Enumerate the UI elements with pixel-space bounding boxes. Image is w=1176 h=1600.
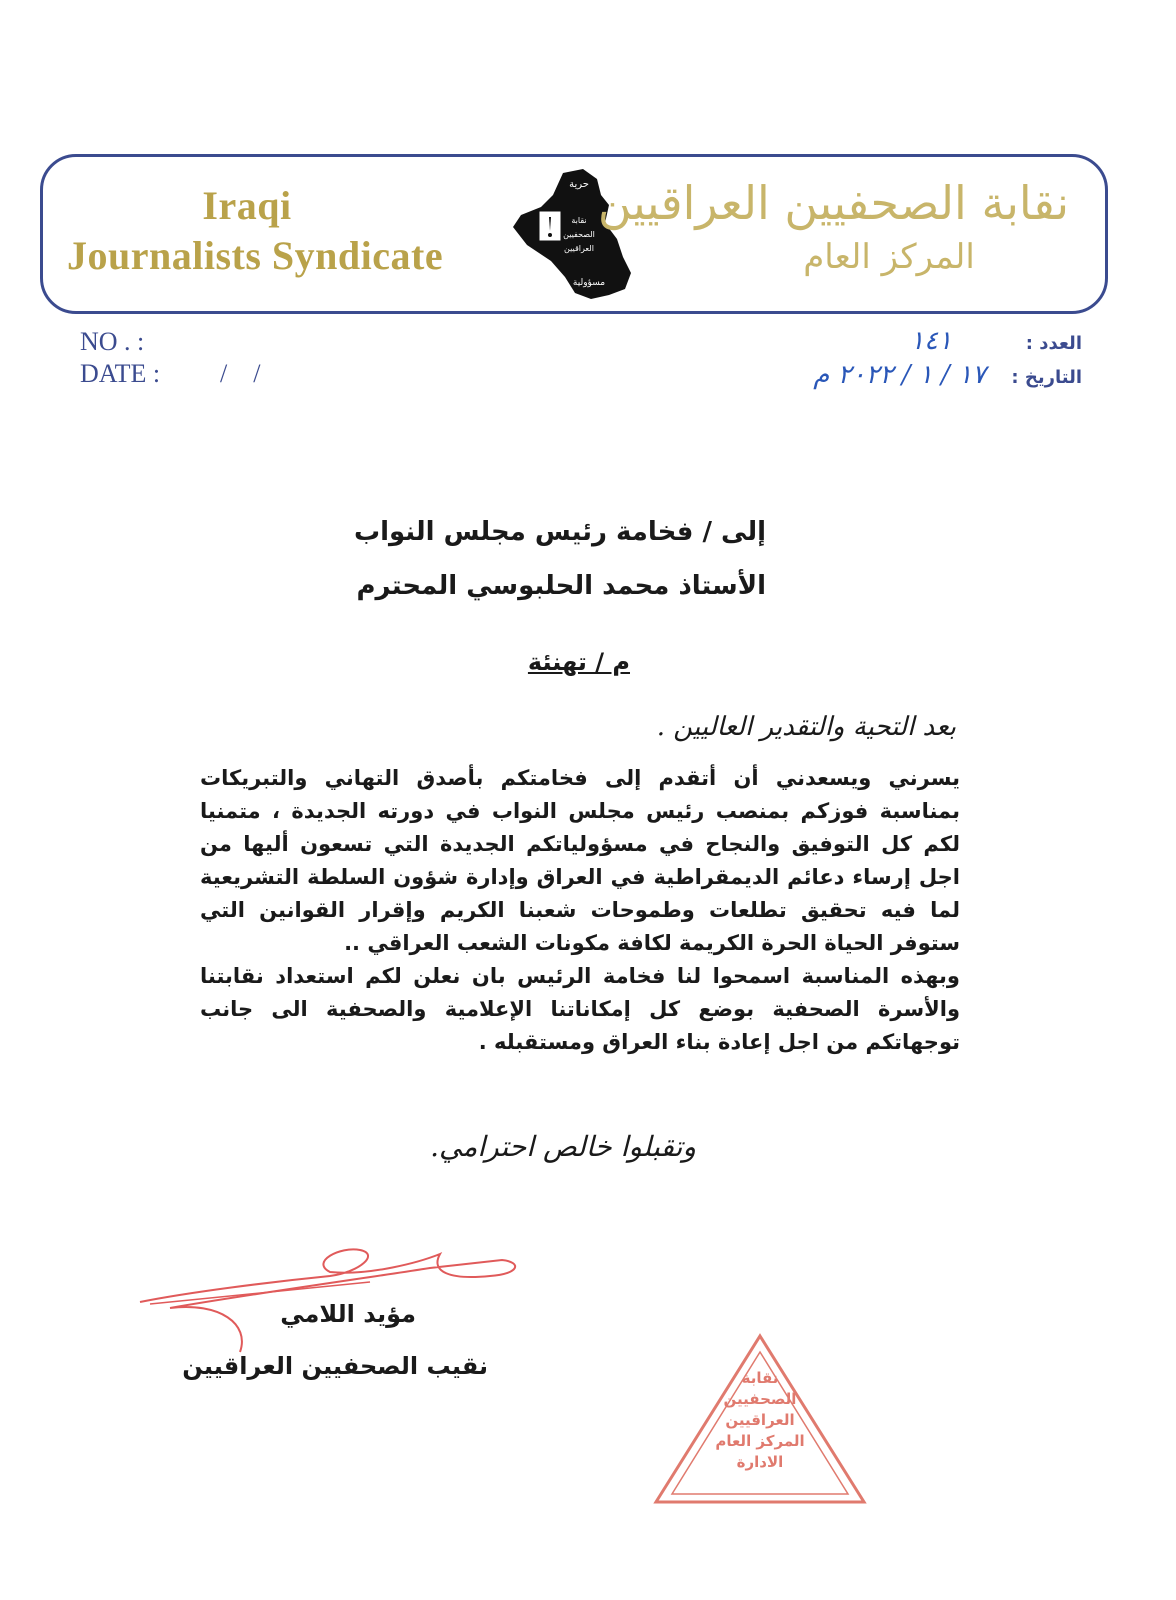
signer-name: مؤيد اللامي: [280, 1300, 416, 1328]
addressee-line2: الأستاذ محمد الحلبوسي المحترم: [356, 571, 766, 601]
letterhead: [40, 154, 1108, 314]
logo-text-syndicate: نقابة: [571, 216, 587, 225]
stamp-line-3: العراقيين: [725, 1411, 795, 1429]
number-label-ar: العدد :: [1025, 333, 1082, 354]
date-label-ar: التاريخ :: [1011, 367, 1082, 388]
closing-line: وتقبلوا خالص احترامي.: [430, 1130, 696, 1163]
no-label: NO . :: [80, 327, 145, 356]
addressee-line1: إلى / فخامة رئيس مجلس النواب: [353, 517, 766, 547]
logo-text-journalists: الصحفيين: [563, 230, 595, 239]
addressee: [354, 505, 766, 613]
stamp-text: [700, 1368, 820, 1473]
english-name-line2: Journalists Syndicate: [67, 233, 444, 278]
greeting: بعد التحية والتقدير العاليين .: [656, 712, 956, 742]
signer-title: نقيب الصحفيين العراقيين: [182, 1352, 488, 1380]
date-value-ar: ١٧ / ١ / ٢٠٢٢ م: [813, 360, 986, 390]
english-reference-block: [80, 326, 260, 390]
stamp-line-2: الصحفيين: [723, 1390, 797, 1408]
subject-line: م / تهنئة: [527, 648, 630, 676]
stamp-line-1: نقابة: [741, 1369, 779, 1387]
arabic-name-title: نقابة الصحفيين العراقيين: [597, 176, 1069, 230]
arabic-name-subtitle: المركز العام: [803, 237, 975, 277]
date-slashes: / /: [220, 359, 261, 388]
logo-text-responsibility: مسؤولية: [572, 278, 606, 288]
number-value-ar: ١٤١: [910, 326, 952, 356]
arabic-reference-block: [813, 326, 1082, 394]
date-label: DATE :: [80, 359, 161, 388]
stamp-line-5: الادارة: [736, 1453, 784, 1471]
english-organization-name: [67, 181, 444, 281]
body-paragraph-1: يسرني ويسعدني أن أتقدم إلى فخامتكم بأصدق التهاني والتبريكات بمناسبة فوزكم بمنصب رئيس مجلس النواب في دورته الجديدة ، متمنيا لكم كل التوفيق والنجاح في مسؤولياتكم الجديدة التي تسعون أليها من اجل إرساء دعائم الديمقراطية في العراق وإدارة شؤون السلطة التشريعية لما فيه تحقيق تطلعات وطموحات شعبنا الكريم وإقرار القوانين التي ستوفر الحياة الحرة الكريمة لكافة مكونات الشعب العراقي ..: [200, 766, 960, 955]
body-paragraph-2: وبهذه المناسبة اسمحوا لنا فخامة الرئيس بان نعلن لكم استعداد نقابتنا والأسرة الصحفية بوضع كل إمكاناتنا الإعلامية والصحفية الى جانب توجهاتكم من اجل إعادة بناء العراق ومستقبله .: [200, 964, 960, 1054]
english-name-line1: Iraqi: [202, 183, 292, 228]
letter-body: [200, 762, 960, 1059]
arabic-organization-name: [597, 171, 1069, 279]
logo-text-freedom: حرية: [569, 179, 589, 190]
logo-text-iraqis: العراقيين: [564, 244, 594, 253]
stamp-line-4: المركز العام: [715, 1432, 805, 1450]
